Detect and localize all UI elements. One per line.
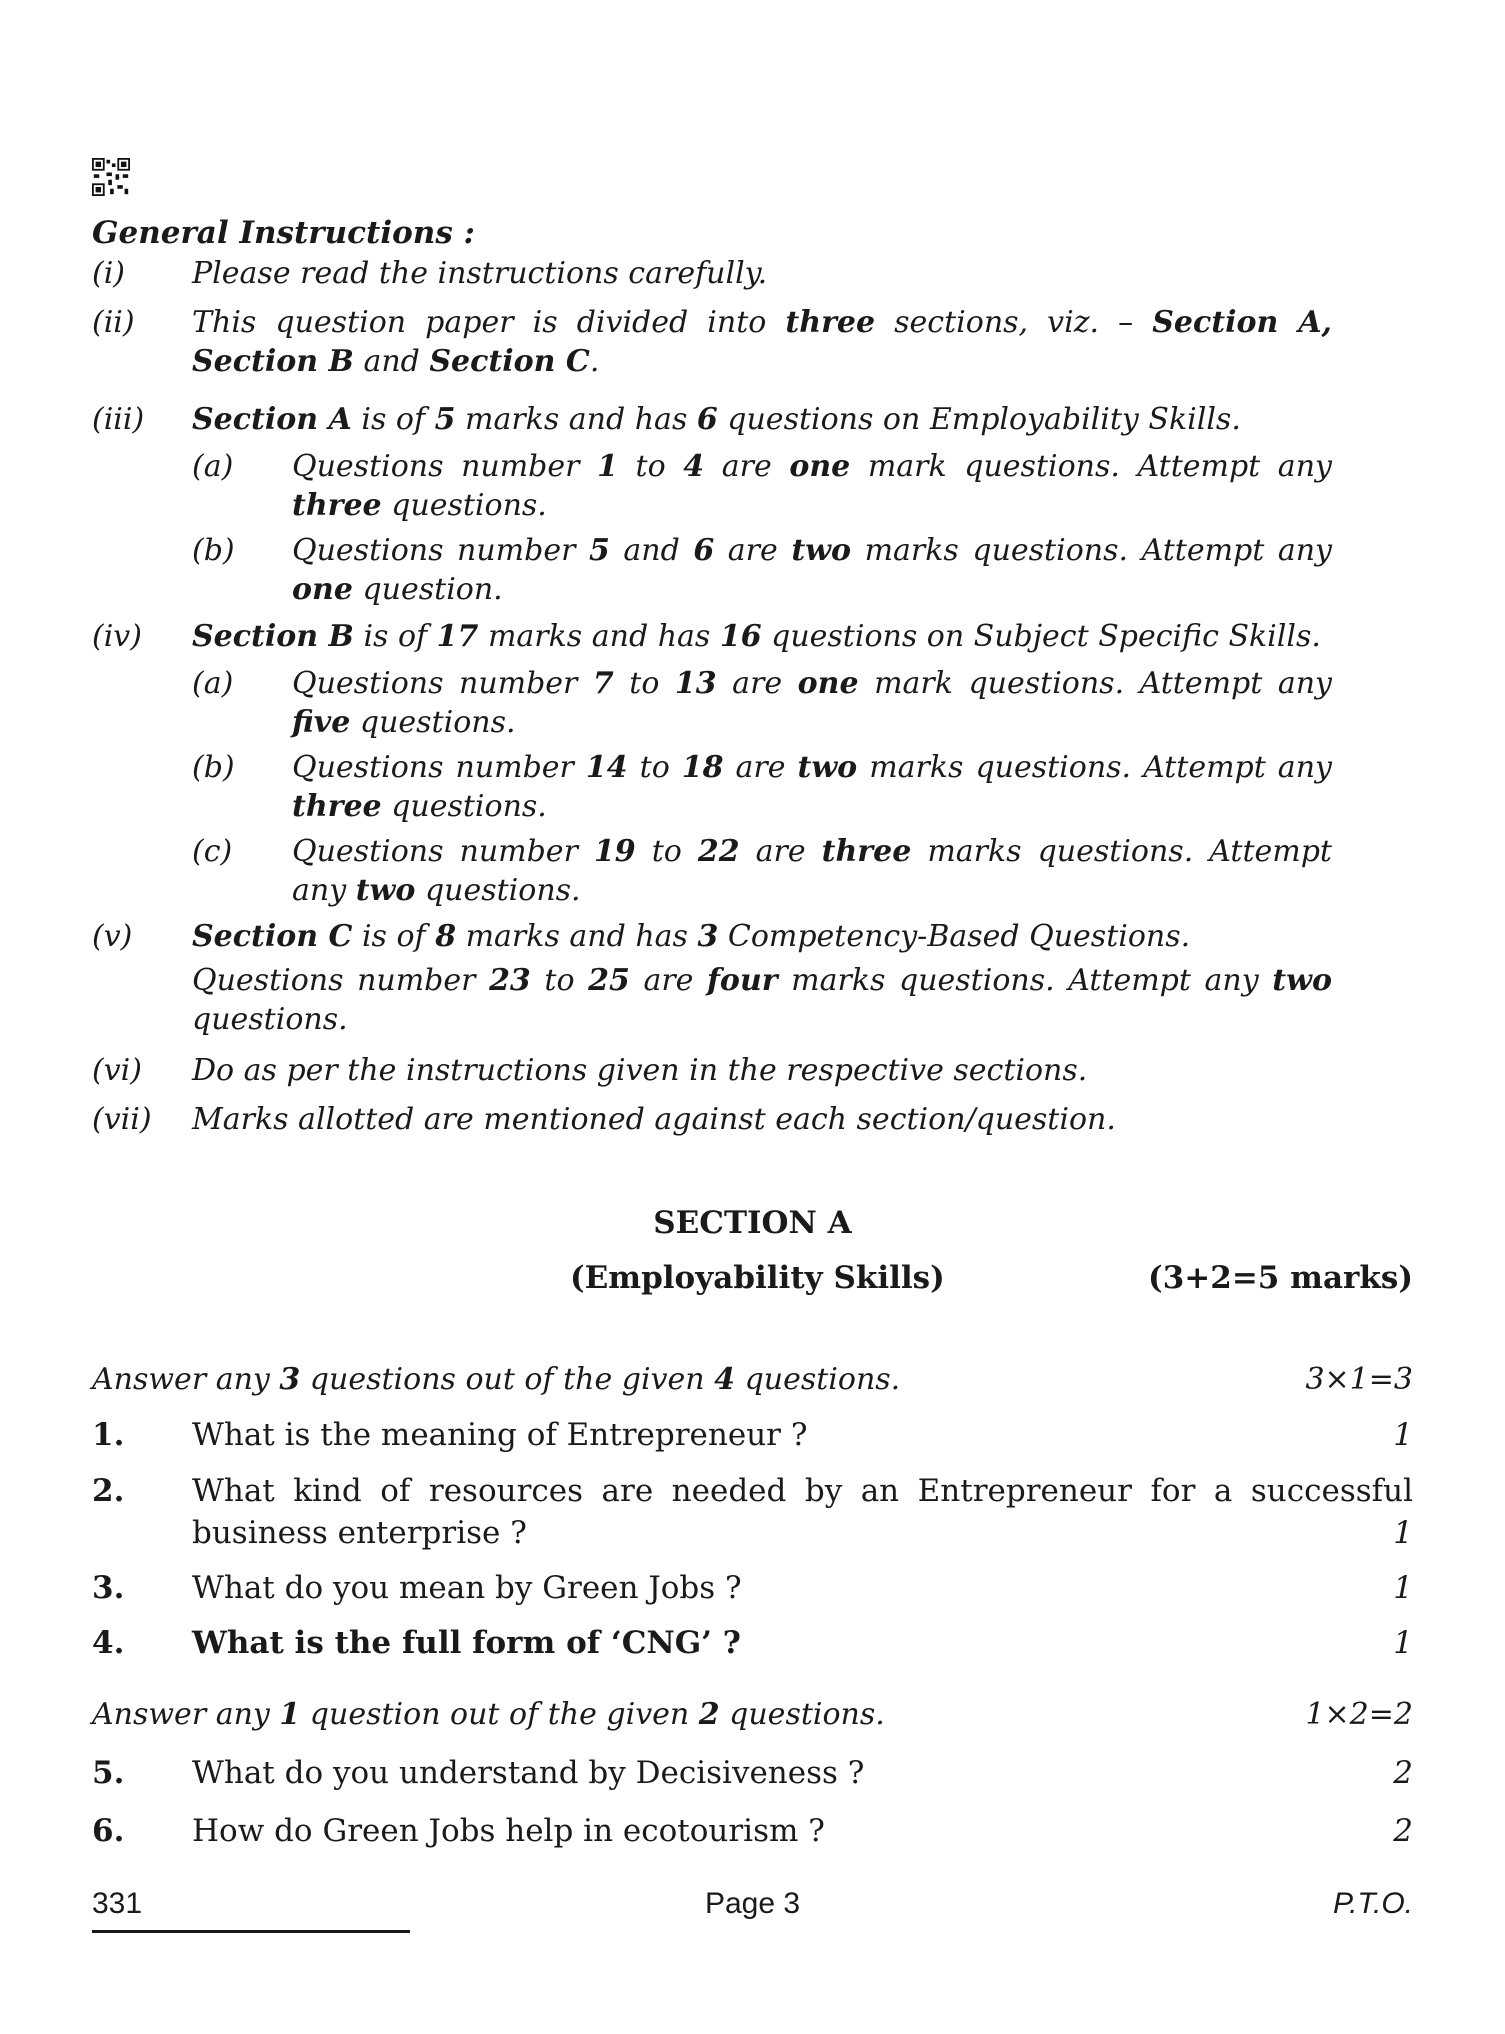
qr-code-icon xyxy=(92,158,130,196)
instruction-text: Section B is of 17 marks and has 16 questions on Subject Specific Skills. xyxy=(192,619,1321,654)
question-text: How do Green Jobs help in ecotourism ? xyxy=(192,1813,825,1849)
pto-label: P.T.O. xyxy=(1332,1887,1413,1920)
instruction-text: Section A is of 5 marks and has 6 questions on Employability Skills. xyxy=(192,402,1241,437)
instruction-number: (v) xyxy=(92,919,133,954)
question-1 xyxy=(92,1414,1413,1458)
sub-instruction-text: Questions number 1 to 4 are one mark questions. Attempt any three questions. xyxy=(292,449,1332,523)
sub-instruction-number: (a) xyxy=(192,449,234,484)
question-text: What do you understand by Decisiveness ? xyxy=(192,1755,865,1791)
general-instructions-title: General Instructions : xyxy=(92,215,476,251)
footer-rule xyxy=(92,1930,410,1933)
instruction-number: (i) xyxy=(92,256,126,291)
instruction-number: (vi) xyxy=(92,1053,142,1088)
question-text: What kind of resources are needed by an Entrepreneur for a successful business enterprise ? xyxy=(192,1473,1413,1551)
question-marks: 1 xyxy=(1393,1515,1413,1551)
sub-instruction-text: Questions number 7 to 13 are one mark questions. Attempt any five questions. xyxy=(292,666,1332,740)
group-marks: 3×1=3 xyxy=(1305,1362,1413,1397)
question-6 xyxy=(92,1810,1413,1854)
question-text: What is the meaning of Entrepreneur ? xyxy=(192,1417,808,1453)
question-marks: 1 xyxy=(1393,1417,1413,1453)
question-marks: 2 xyxy=(1393,1755,1413,1791)
answer-instruction-group1: Answer any 3 questions out of the given 4 questions. 3×1=3 xyxy=(92,1362,1413,1397)
question-marks: 2 xyxy=(1393,1813,1413,1849)
question-number: 2. xyxy=(92,1473,125,1509)
instruction-text: Section C is of 8 marks and has 3 Competency-Based Questions. xyxy=(192,919,1191,954)
question-number: 1. xyxy=(92,1417,125,1453)
instruction-number: (vii) xyxy=(92,1102,152,1137)
instruction-text: Questions number 23 to 25 are four marks questions. Attempt any two questions. xyxy=(192,963,1332,1037)
question-4 xyxy=(92,1622,1413,1666)
sub-instruction-number: (b) xyxy=(192,533,235,568)
sub-instruction-text: Questions number 14 to 18 are two marks questions. Attempt any three questions. xyxy=(292,750,1332,824)
question-number: 6. xyxy=(92,1813,125,1849)
question-5 xyxy=(92,1752,1413,1796)
question-number: 4. xyxy=(92,1625,125,1661)
instruction-text: Please read the instructions carefully. xyxy=(192,256,768,291)
instruction-number: (iii) xyxy=(92,402,145,437)
question-number: 5. xyxy=(92,1755,125,1791)
question-marks: 1 xyxy=(1393,1625,1413,1661)
sub-instruction-number: (b) xyxy=(192,750,235,785)
question-text: What do you mean by Green Jobs ? xyxy=(192,1570,742,1606)
sub-instruction-number: (a) xyxy=(192,666,234,701)
instruction-text: This question paper is divided into three sections, viz. – Section A, Section B and Section C. xyxy=(192,305,1333,379)
question-2 xyxy=(92,1470,1413,1556)
section-title: SECTION A xyxy=(653,1205,852,1241)
instruction-number: (ii) xyxy=(92,305,135,340)
instruction-ii xyxy=(92,303,1332,383)
question-number: 3. xyxy=(92,1570,125,1606)
question-text: What is the full form of ‘CNG’ ? xyxy=(192,1625,741,1661)
instruction-number: (iv) xyxy=(92,619,142,654)
instruction-text: Marks allotted are mentioned against each section/question. xyxy=(192,1102,1116,1137)
question-3 xyxy=(92,1567,1413,1611)
sub-instruction-number: (c) xyxy=(192,834,233,869)
sub-instruction-text: Questions number 5 and 6 are two marks questions. Attempt any one question. xyxy=(292,533,1332,607)
sub-instruction-text: Questions number 19 to 22 are three marks questions. Attempt any two questions. xyxy=(292,834,1332,908)
paper-code: 331 xyxy=(92,1887,143,1920)
instruction-text: Do as per the instructions given in the respective sections. xyxy=(192,1053,1088,1088)
answer-instruction-group2: Answer any 1 question out of the given 2 questions. 1×2=2 xyxy=(92,1697,1413,1732)
page-number: Page 3 xyxy=(704,1887,801,1920)
section-marks: (3+2=5 marks) xyxy=(1148,1260,1413,1296)
section-subtitle: (Employability Skills) xyxy=(570,1260,945,1296)
question-marks: 1 xyxy=(1393,1570,1413,1606)
group-marks: 1×2=2 xyxy=(1305,1697,1413,1732)
